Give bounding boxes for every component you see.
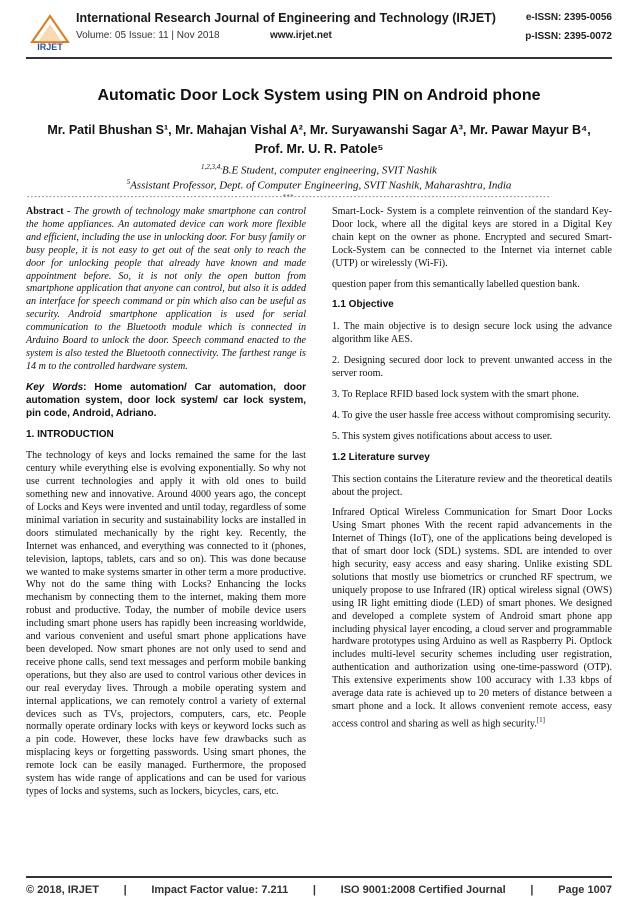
footer-sep-1: | xyxy=(123,884,127,896)
iso-certification: ISO 9001:2008 Certified Journal xyxy=(340,884,506,896)
p-issn: p-ISSN: 2395-0072 xyxy=(525,31,612,42)
abstract-text: The growth of technology make smartphone can control the home appliances. An automated device can work more flexible and efficient, including the use in unlocking door. For busy family or busy people, it is not easy to get out of the seat only to reach the door for unlocking people that already have known and made appointment before. So, it is not only the open button from smartphone application that anyone can control, but also it is added an interface for speech command or pin which also can be useful as security. Android smartphone application is used for serial communication to the Bluetooth module which is connected in Arduino Board to unlock the door. Speech command enacted to the system is also tested the Bluetooth connectivity. The farthest range is 14 m to the controlled hardware system. xyxy=(26,206,307,372)
objective-item-4: 4. To give the user hassle free access without compromising security. xyxy=(332,409,611,421)
objective-item-3: 3. To Replace RFID based lock system with the smart phone. xyxy=(332,388,579,400)
abstract xyxy=(26,206,306,374)
citation-ref[interactable]: [1] xyxy=(536,715,545,724)
left-column xyxy=(26,206,306,807)
introduction-text: The technology of keys and locks remained the same for the last century while everything else is evolving exponentially. So why not use current technologies and apply it with old ones to build something new and innovative. Around 4000 years ago, the concept of Locks and Keys were invented and until today, regardless of some minimal variation in security and sustainability locks are installed in doors stimulated mechanically by the right key. Recently, the Internet was enhanced, and everything was connected to it (phones, television, laptops, tablets, cars and so on). This was done because we wanted to make systems smarter in other term a more productive. Why not do the same thing with Locks? Enhancing the locks mechanism by connecting them to the internet, making them more robust and productive. Today, the number of mobile device users including smart phone users has rapidly been increasing worldwide, and various convenient and useful smart phone applications have been developed. Now smart phones are not only used to send and receive phone calls, send text messages and perform mobile banking operations, but they also are used to control various other devices in our real everyday lives. Through a mobile operating system and internal applications, we can remotely control a variety of external devices such as TVs, projectors, computers, cars, etc. People normally operate ordinary locks with keys or keyword locks such as a pin code. However, these locks have few drawbacks such as misplacing keys or forgetting passwords. Using smart phones, the remote lock can be easily managed. Furthermore, the proposed system has wide range of applications and can be used for various types of locks and systems, such as lockers, bicycles, cars, etc. xyxy=(26,450,306,797)
e-issn: e-ISSN: 2395-0056 xyxy=(525,12,612,23)
affiliation-professor-mark: 5 xyxy=(126,178,131,186)
author-list xyxy=(40,121,598,159)
literature-intro: This section contains the Literature review and the theoretical deatils about the project. xyxy=(332,473,612,498)
authors-line-2: Prof. Mr. U. R. Patole⁵ xyxy=(254,142,384,156)
keywords-label: Key Words xyxy=(26,381,84,393)
question-paper-paragraph: question paper from this semantically labelled question bank. xyxy=(332,278,580,290)
objective-item-2: 2. Designing secured door lock to prevent unwanted access in the server room. xyxy=(332,355,612,380)
authors-line-1: Mr. Patil Bhushan S¹, Mr. Mahajan Vishal A², Mr. Suryawanshi Sagar A³, Mr. Pawar Mayur B⁴, xyxy=(47,123,591,137)
smart-lock-paragraph: Smart-Lock- System is a complete reinvention of the standard Key-Door lock, where all the digital keys are stored in a Digital Key chain kept on the owner as phone. Encrypted and secured Smart-Lock-System can be connected to the Internet via internet cable (UTP) or wirelessly (Wi-Fi). xyxy=(332,206,612,269)
impact-factor: Impact Factor value: 7.211 xyxy=(151,884,289,896)
abstract-label: Abstract - xyxy=(26,206,71,217)
objective-item-1: 1. The main objective is to design secure lock using the advance algorithm like AES. xyxy=(332,321,612,346)
literature-infrared xyxy=(332,507,612,731)
objective-item-5: 5. This system gives notifications about access to user. xyxy=(332,430,553,442)
affiliation-students xyxy=(0,163,638,177)
affiliation-students-text: B.E Student, computer engineering, SVIT Nashik xyxy=(222,164,437,177)
copyright: © 2018, IRJET xyxy=(26,884,99,896)
affiliation-students-marks: 1,2,3,4, xyxy=(201,163,223,171)
footer-rule xyxy=(26,876,612,878)
affiliation-professor xyxy=(0,178,638,192)
objective-heading: 1.1 Objective xyxy=(332,299,394,311)
footer-sep-2: | xyxy=(312,884,316,896)
journal-website[interactable]: www.irjet.net xyxy=(270,30,332,41)
paper-title: Automatic Door Lock System using PIN on Android phone xyxy=(97,87,541,104)
literature-heading: 1.2 Literature survey xyxy=(332,451,430,463)
footer-sep-3: | xyxy=(530,884,534,896)
section-separator: ---------------------------------------------------------------------***--------------------------------------------------------------------- xyxy=(26,193,550,201)
keywords xyxy=(26,382,306,421)
svg-text:IRJET: IRJET xyxy=(37,42,63,52)
affiliation-professor-text: Assistant Professor, Dept. of Computer Engineering, SVIT Nashik, Maharashtra, India xyxy=(130,179,512,192)
page-number: Page 1007 xyxy=(558,884,612,896)
introduction-heading: 1. INTRODUCTION xyxy=(26,428,114,440)
journal-title: International Research Journal of Engineering and Technology (IRJET) xyxy=(76,11,496,25)
journal-header xyxy=(0,0,638,64)
irjet-logo xyxy=(28,12,72,52)
literature-infrared-text: Infrared Optical Wireless Communication for Smart Door Locks Using Smart phones With the recent rapid advancements in the Internet of Things (IoT), one of the applications being developed is that of smart door lock (SDL) systems. SDL are intended to over high security, easy access and easy sharing. Unlike existing SDL solutions that mostly use biometrics or crunched RF spectrum, we uniquely propose to use Infrared (IR) optical wireless signal (OWS) using IR light emitting diode (LED) of smart phones. We designed and developed a complete system of Android smart phone app including physical layer encoding, a cloud server and programmable hardware prototypes using Arduino as well as Raspberry Pi. Optlock includes multi-level security schemes including user registration, authentication and authorization using one-time-password (OTP). This extensive experiments show 100 accuracy with 1.33 kbps of average data rate is achieved up to 20 meters of distance between a smart phone and a lock. It allows convenient remote access, easy access control and sharing as well as high security. xyxy=(332,507,612,730)
volume-issue: Volume: 05 Issue: 11 | Nov 2018 xyxy=(76,30,220,41)
keywords-text: : Home automation/ Car automation, door automation system, door lock system/ car lock system, pin code, Android, Adriano. xyxy=(26,381,306,419)
page-footer xyxy=(26,884,612,896)
header-rule xyxy=(26,57,612,59)
right-column xyxy=(332,206,612,739)
